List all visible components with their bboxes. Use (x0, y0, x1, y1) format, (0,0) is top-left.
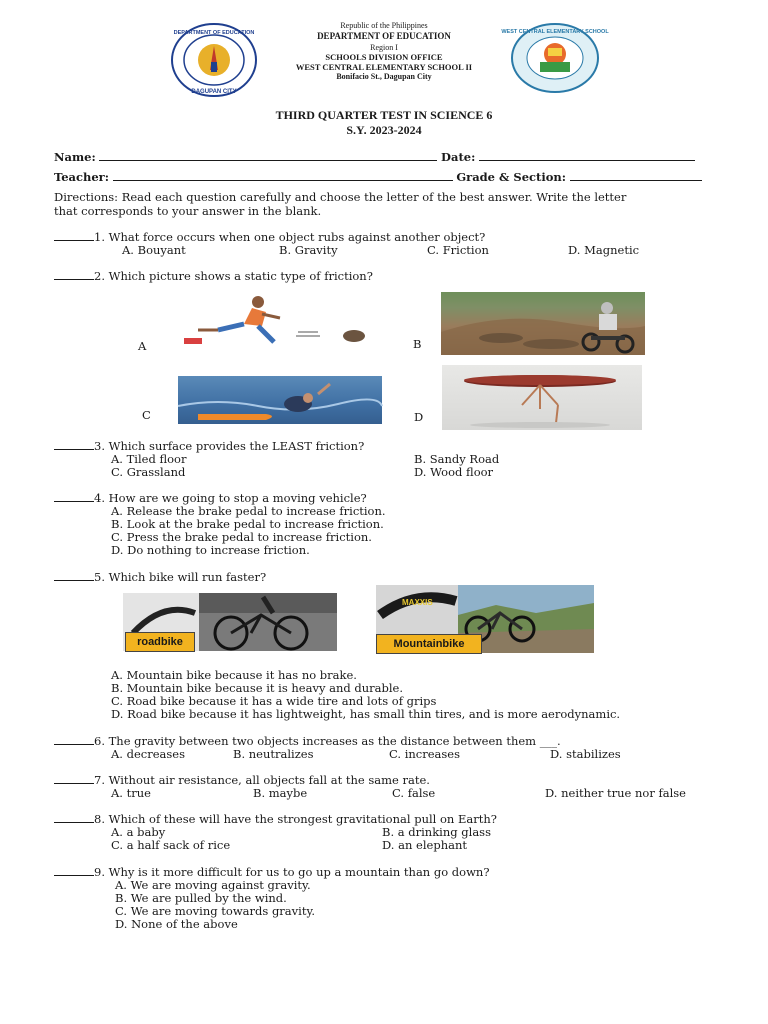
option-b: B. Gravity (279, 243, 338, 257)
question-number: 3. (94, 439, 105, 453)
header-region: Region I (370, 43, 398, 52)
directions-line1: Directions: Read each question carefully and choose the letter of the best answer. Write the letter (54, 190, 627, 204)
option-d: D. None of the above (115, 917, 238, 931)
option-d: D. Do nothing to increase friction. (111, 543, 310, 557)
picture-d-label: D (414, 410, 424, 424)
question-number: 7. (94, 773, 105, 787)
question-9 (54, 865, 490, 879)
option-c: C. a half sack of rice (111, 838, 231, 852)
question-number: 2. (94, 269, 105, 283)
header-republic: Republic of the Philippines (340, 21, 428, 30)
question-number: 1. (94, 230, 105, 244)
teacher-label: Teacher: (54, 170, 109, 184)
roadbike-tag: roadbike (125, 632, 195, 652)
option-a: A. Tiled floor (111, 452, 187, 466)
school-seal-logo (501, 22, 609, 94)
question-text: Which picture shows a static type of friction? (108, 269, 373, 283)
picture-b-label: B (413, 337, 422, 351)
header-school: WEST CENTRAL ELEMENTARY SCHOOL II (295, 62, 473, 72)
option-c: C. false (392, 786, 436, 800)
option-c: C. Press the brake pedal to increase friction. (111, 530, 372, 544)
question-number: 4. (94, 491, 105, 505)
question-text: What force occurs when one object rubs against another object? (108, 230, 486, 244)
school-year: S.Y. 2023-2024 (346, 123, 422, 137)
option-b: B. Look at the brake pedal to increase friction. (111, 517, 384, 531)
question-1 (54, 230, 485, 244)
option-d: D. an elephant (382, 838, 467, 852)
option-d: D. Magnetic (568, 243, 640, 257)
picture-d-table (442, 365, 642, 430)
picture-c-surfer (178, 376, 382, 424)
question-6 (54, 734, 561, 748)
question-8 (54, 812, 497, 826)
option-a: A. true (111, 786, 151, 800)
question-text: Without air resistance, all objects fall at the same rate. (108, 773, 430, 787)
answer-blank[interactable] (54, 439, 94, 450)
question-text: How are we going to stop a moving vehicle? (108, 491, 367, 505)
answer-blank[interactable] (54, 773, 94, 784)
picture-a-running-kid (178, 292, 374, 352)
option-d: D. stabilizes (550, 747, 621, 761)
test-title: THIRD QUARTER TEST IN SCIENCE 6 (275, 108, 493, 122)
tire-brand-text: MAXXIS (402, 598, 433, 607)
header-division: SCHOOLS DIVISION OFFICE (325, 52, 443, 62)
option-c: C. increases (389, 747, 460, 761)
answer-blank[interactable] (54, 812, 94, 823)
option-a: A. We are moving against gravity. (115, 878, 311, 892)
answer-blank[interactable] (54, 230, 94, 241)
header-department: DEPARTMENT OF EDUCATION (317, 31, 451, 41)
grade-section-field[interactable] (570, 170, 702, 181)
option-c: C. We are moving towards gravity. (115, 904, 316, 918)
option-d: D. neither true nor false (545, 786, 686, 800)
question-5 (54, 570, 266, 584)
question-number: 6. (94, 734, 105, 748)
option-a: A. a baby (111, 825, 166, 839)
question-number: 8. (94, 812, 105, 826)
teacher-field[interactable] (113, 170, 453, 181)
name-field[interactable] (99, 150, 437, 161)
mountainbike-tag: Mountainbike (376, 634, 482, 654)
question-number: 9. (94, 865, 105, 879)
option-d: D. Road bike because it has lightweight, has small thin tires, and is more aerodynamic. (111, 707, 621, 721)
picture-b-dirt-road (441, 292, 645, 355)
option-b: B. We are pulled by the wind. (115, 891, 287, 905)
option-b: B. a drinking glass (382, 825, 491, 839)
question-text: Which bike will run faster? (108, 570, 267, 584)
question-4 (54, 491, 367, 505)
answer-blank[interactable] (54, 865, 94, 876)
option-a: A. Mountain bike because it has no brake. (111, 668, 357, 682)
date-label: Date: (441, 150, 476, 164)
option-c: C. Friction (427, 243, 489, 257)
picture-c-label: C (142, 408, 151, 422)
svg-text:WEST CENTRAL ELEMENTARY SCHOOL: WEST CENTRAL ELEMENTARY SCHOOL (501, 29, 609, 35)
answer-blank[interactable] (54, 570, 94, 581)
question-7 (54, 773, 430, 787)
option-c: C. Grassland (111, 465, 186, 479)
answer-blank[interactable] (54, 491, 94, 502)
question-text: The gravity between two objects increases as the distance between them ___. (108, 734, 561, 748)
option-a: A. Release the brake pedal to increase friction. (111, 504, 386, 518)
grade-section-label: Grade & Section: (456, 170, 566, 184)
question-3 (54, 439, 364, 453)
question-2 (54, 269, 373, 283)
svg-text:DAGUPAN CITY: DAGUPAN CITY (191, 89, 237, 95)
option-b: B. Sandy Road (414, 452, 500, 466)
picture-a-label: A (138, 339, 147, 353)
option-b: B. neutralizes (233, 747, 314, 761)
option-a: A. Bouyant (122, 243, 186, 257)
name-label: Name: (54, 150, 96, 164)
question-number: 5. (94, 570, 105, 584)
option-a: A. decreases (111, 747, 185, 761)
svg-text:DEPARTMENT OF EDUCATION: DEPARTMENT OF EDUCATION (173, 30, 255, 36)
question-text: Which surface provides the LEAST friction? (108, 439, 365, 453)
directions-line2: that corresponds to your answer in the blank. (54, 204, 322, 218)
option-b: B. Mountain bike because it is heavy and durable. (111, 681, 404, 695)
option-c: C. Road bike because it has a wide tire and lots of grips (111, 694, 437, 708)
header-address: Bonifacio St., Dagupan City (336, 72, 432, 81)
option-b: B. maybe (253, 786, 308, 800)
question-text: Why is it more difficult for us to go up a mountain than go down? (108, 865, 490, 879)
question-text: Which of these will have the strongest gravitational pull on Earth? (108, 812, 497, 826)
date-field[interactable] (479, 150, 695, 161)
answer-blank[interactable] (54, 734, 94, 745)
answer-blank[interactable] (54, 269, 94, 280)
option-d: D. Wood floor (414, 465, 494, 479)
